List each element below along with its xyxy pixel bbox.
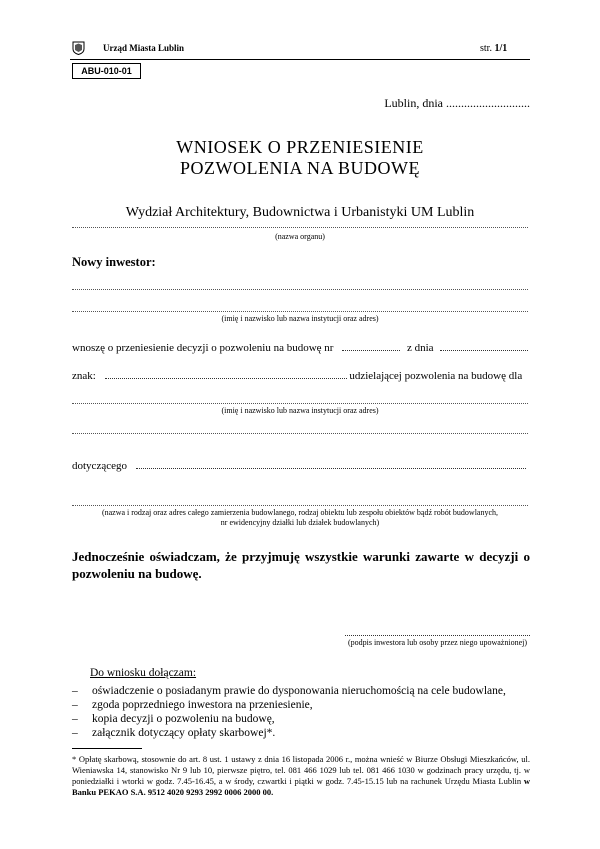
date-label: z dnia	[406, 342, 434, 354]
issuer-line[interactable]	[72, 403, 528, 404]
footnote-rule	[72, 748, 142, 749]
city-crest-icon	[72, 41, 85, 55]
title-line-2: POZWOLENIA NA BUDOWĘ	[180, 158, 420, 178]
request-row	[72, 342, 528, 354]
issuing-label: udzielającej pozwolenia na budowę dla	[349, 370, 523, 382]
page-label: str.	[480, 43, 492, 54]
signature-hint: (podpis inwestora lub osoby przez niego upoważnionej)	[347, 638, 528, 647]
investor-line-1[interactable]	[72, 289, 528, 290]
attachments-heading: Do wniosku dołączam:	[90, 667, 197, 679]
sign-field[interactable]	[105, 370, 347, 379]
signature-line[interactable]	[345, 635, 530, 636]
attachment-item: – kopia decyzji o pozwoleniu na budowę,	[72, 712, 506, 726]
object-hint-2: nr ewidencyjny działki lub działek budowlanych)	[220, 518, 380, 527]
form-code: ABU-010-01	[72, 63, 141, 79]
date-line: Lublin, dnia ............................	[384, 96, 530, 110]
organ-name: Wydział Architektury, Budownictwa i Urbanistyki UM Lublin	[125, 205, 475, 220]
page-value: 1/1	[494, 43, 508, 54]
concerning-row	[72, 460, 526, 472]
concerning-field[interactable]	[136, 460, 526, 469]
investor-label: Nowy inwestor:	[72, 255, 156, 269]
footnote-text: * Opłatę skarbową, stosownie do art. 8 ust. 1 ustawy z dnia 16 listopada 2006 r., można wnieść w Biurze Obsługi Mieszkańców, ul. Wieniawska 14, stanowisko Nr 9 lub 10, pierwsze piętro, tel. 081 466 1029 lub tel. 081 466 1030 w godzinach pracy urzędu, tj. w poniedziałki i wtorki w godz. 7.45-16.45, a w środy, czwartki i piątki w godz. 7.45-15.15 lub na rachunek Urzędu Miasta Lublin	[72, 754, 530, 786]
request-text: wnoszę o przeniesienie decyzji o pozwoleniu na budowę nr	[72, 342, 334, 354]
investor-hint: (imię i nazwisko lub nazwa instytucji oraz adres)	[221, 314, 379, 323]
investor-line-2[interactable]	[72, 311, 528, 312]
sign-row	[72, 370, 522, 382]
issuer-hint: (imię i nazwisko lub nazwa instytucji oraz adres)	[221, 406, 379, 415]
sign-label: znak:	[72, 370, 96, 382]
footnote-bank: w Banku PEKAO S.A. 9512 4020 9293 2992 0006 2000 00.	[72, 776, 530, 797]
footnote	[72, 754, 530, 798]
attachment-item: – oświadczenie o posiadanym prawie do dysponowania nieruchomością na cele budowlane,	[72, 684, 506, 698]
issuer-line-2[interactable]	[72, 433, 528, 434]
page-number	[480, 43, 507, 54]
decision-number-field[interactable]	[342, 342, 400, 351]
decision-date-field[interactable]	[440, 342, 528, 351]
concerning-label: dotyczącego	[72, 460, 127, 472]
attachment-item: – załącznik dotyczący opłaty skarbowej*.	[72, 726, 506, 740]
title-line-1: WNIOSEK O PRZENIESIENIE	[176, 137, 424, 157]
attachments-list	[72, 684, 506, 740]
organ-dotted-line	[72, 227, 528, 228]
office-name: Urząd Miasta Lublin	[103, 43, 185, 53]
organ-hint: (nazwa organu)	[275, 232, 325, 241]
declaration: Jednocześnie oświadczam, że przyjmuję wszystkie warunki zawarte w decyzji o pozwoleniu na budowę.	[72, 549, 530, 581]
header-rule	[70, 59, 530, 60]
attachment-item: – zgoda poprzedniego inwestora na przeniesienie,	[72, 698, 506, 712]
object-hint-1: (nazwa i rodzaj oraz adres całego zamierzenia budowlanego, rodzaj obiektu lub zespołu obiektów bądź robót budowlanych,	[101, 508, 499, 517]
object-line[interactable]	[72, 505, 528, 506]
